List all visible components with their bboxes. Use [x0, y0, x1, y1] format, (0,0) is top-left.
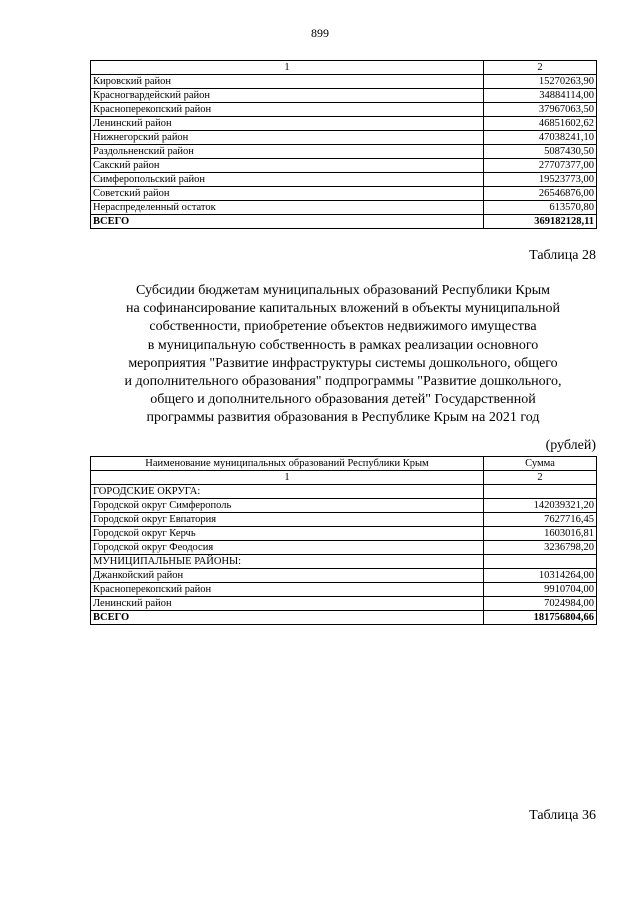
- section-row: [91, 485, 597, 499]
- municipality-name: Раздольненский район: [91, 145, 484, 159]
- amount: 5087430,50: [484, 145, 597, 159]
- allocation-table-continued: [90, 60, 597, 229]
- section-title: МУНИЦИПАЛЬНЫЕ РАЙОНЫ:: [91, 555, 484, 569]
- heading-line: на софинансирование капитальных вложений в объекты муниципальной: [126, 301, 560, 317]
- heading-line: Субсидии бюджетам муниципальных образований Республики Крым: [136, 283, 550, 298]
- municipality-name: Сакский район: [91, 159, 484, 173]
- table-row: [91, 117, 597, 131]
- amount: 142039321,20: [484, 499, 597, 513]
- municipality-name: Городской округ Керчь: [91, 527, 484, 541]
- municipality-name: Красногвардейский район: [91, 89, 484, 103]
- total-amount: 369182128,11: [484, 215, 597, 229]
- municipality-name: Красноперекопский район: [91, 583, 484, 597]
- heading-line: и дополнительного образования" подпрограммы "Развитие дошкольного,: [124, 374, 562, 390]
- table-row: [91, 89, 597, 103]
- amount: 10314264,00: [484, 569, 597, 583]
- municipality-name: Красноперекопский район: [91, 103, 484, 117]
- amount: 9910704,00: [484, 583, 597, 597]
- page-number: 899: [311, 26, 329, 40]
- table-row: [91, 541, 597, 555]
- table-row: [91, 131, 597, 145]
- heading-line: программы развития образования в Республике Крым на 2021 год: [146, 410, 540, 426]
- table-row: [91, 187, 597, 201]
- amount: 27707377,00: [484, 159, 597, 173]
- table-row: [91, 499, 597, 513]
- amount: 46851602,62: [484, 117, 597, 131]
- table-row: [91, 597, 597, 611]
- column-header: Наименование муниципальных образований Республики Крым: [91, 457, 484, 471]
- amount: 47038241,10: [484, 131, 597, 145]
- total-label: ВСЕГО: [91, 215, 484, 229]
- municipality-name: Советский район: [91, 187, 484, 201]
- amount: 34884114,00: [484, 89, 597, 103]
- amount: 7024984,00: [484, 597, 597, 611]
- table-row: [91, 75, 597, 89]
- heading-line: собственности, приобретение объектов недвижимого имущества: [149, 319, 537, 335]
- total-amount: 181756804,66: [484, 611, 597, 625]
- heading-line: общего и дополнительного образования детей" Государственной: [150, 392, 536, 408]
- heading-line: мероприятия "Развитие инфраструктуры системы дошкольного, общего: [128, 355, 558, 371]
- amount: 1603016,81: [484, 527, 597, 541]
- units-label: (рублей): [545, 438, 596, 453]
- amount: 3236798,20: [484, 541, 597, 555]
- municipality-name: Нижнегорский район: [91, 131, 484, 145]
- municipality-name: Кировский район: [91, 75, 484, 89]
- table-row: [91, 145, 597, 159]
- table-label: Таблица 28: [529, 248, 596, 263]
- total-row: [91, 611, 597, 625]
- table-row: [91, 201, 597, 215]
- column-number: 1: [91, 471, 484, 485]
- column-number-row: [91, 61, 597, 75]
- municipality-name: Симферопольский район: [91, 173, 484, 187]
- amount: 26546876,00: [484, 187, 597, 201]
- column-number: 2: [484, 471, 597, 485]
- table-row: [91, 103, 597, 117]
- amount: 19523773,00: [484, 173, 597, 187]
- municipality-name: Нераспределенный остаток: [91, 201, 484, 215]
- table-row: [91, 173, 597, 187]
- table-row: [91, 569, 597, 583]
- table-row: [91, 527, 597, 541]
- section-title: ГОРОДСКИЕ ОКРУГА:: [91, 485, 484, 499]
- column-number-row: [91, 471, 597, 485]
- municipality-name: Ленинский район: [91, 597, 484, 611]
- amount: 15270263,90: [484, 75, 597, 89]
- municipality-name: Городской округ Феодосия: [91, 541, 484, 555]
- table-row: [91, 159, 597, 173]
- amount: 613570,80: [484, 201, 597, 215]
- subsidy-table: [90, 456, 597, 625]
- column-header: Сумма: [484, 457, 597, 471]
- amount: 37967063,50: [484, 103, 597, 117]
- table-label: Таблица 36: [529, 808, 596, 823]
- municipality-name: Джанкойский район: [91, 569, 484, 583]
- municipality-name: Городской округ Евпатория: [91, 513, 484, 527]
- amount: 7627716,45: [484, 513, 597, 527]
- table-row: [91, 583, 597, 597]
- total-row: [91, 215, 597, 229]
- total-label: ВСЕГО: [91, 611, 484, 625]
- column-header-row: [91, 457, 597, 471]
- table-row: [91, 513, 597, 527]
- municipality-name: Городской округ Симферополь: [91, 499, 484, 513]
- column-number: 2: [484, 61, 597, 75]
- table-heading: [90, 282, 596, 428]
- municipality-name: Ленинский район: [91, 117, 484, 131]
- column-number: 1: [91, 61, 484, 75]
- section-row: [91, 555, 597, 569]
- heading-line: в муниципальную собственность в рамках реализации основного: [147, 337, 539, 353]
